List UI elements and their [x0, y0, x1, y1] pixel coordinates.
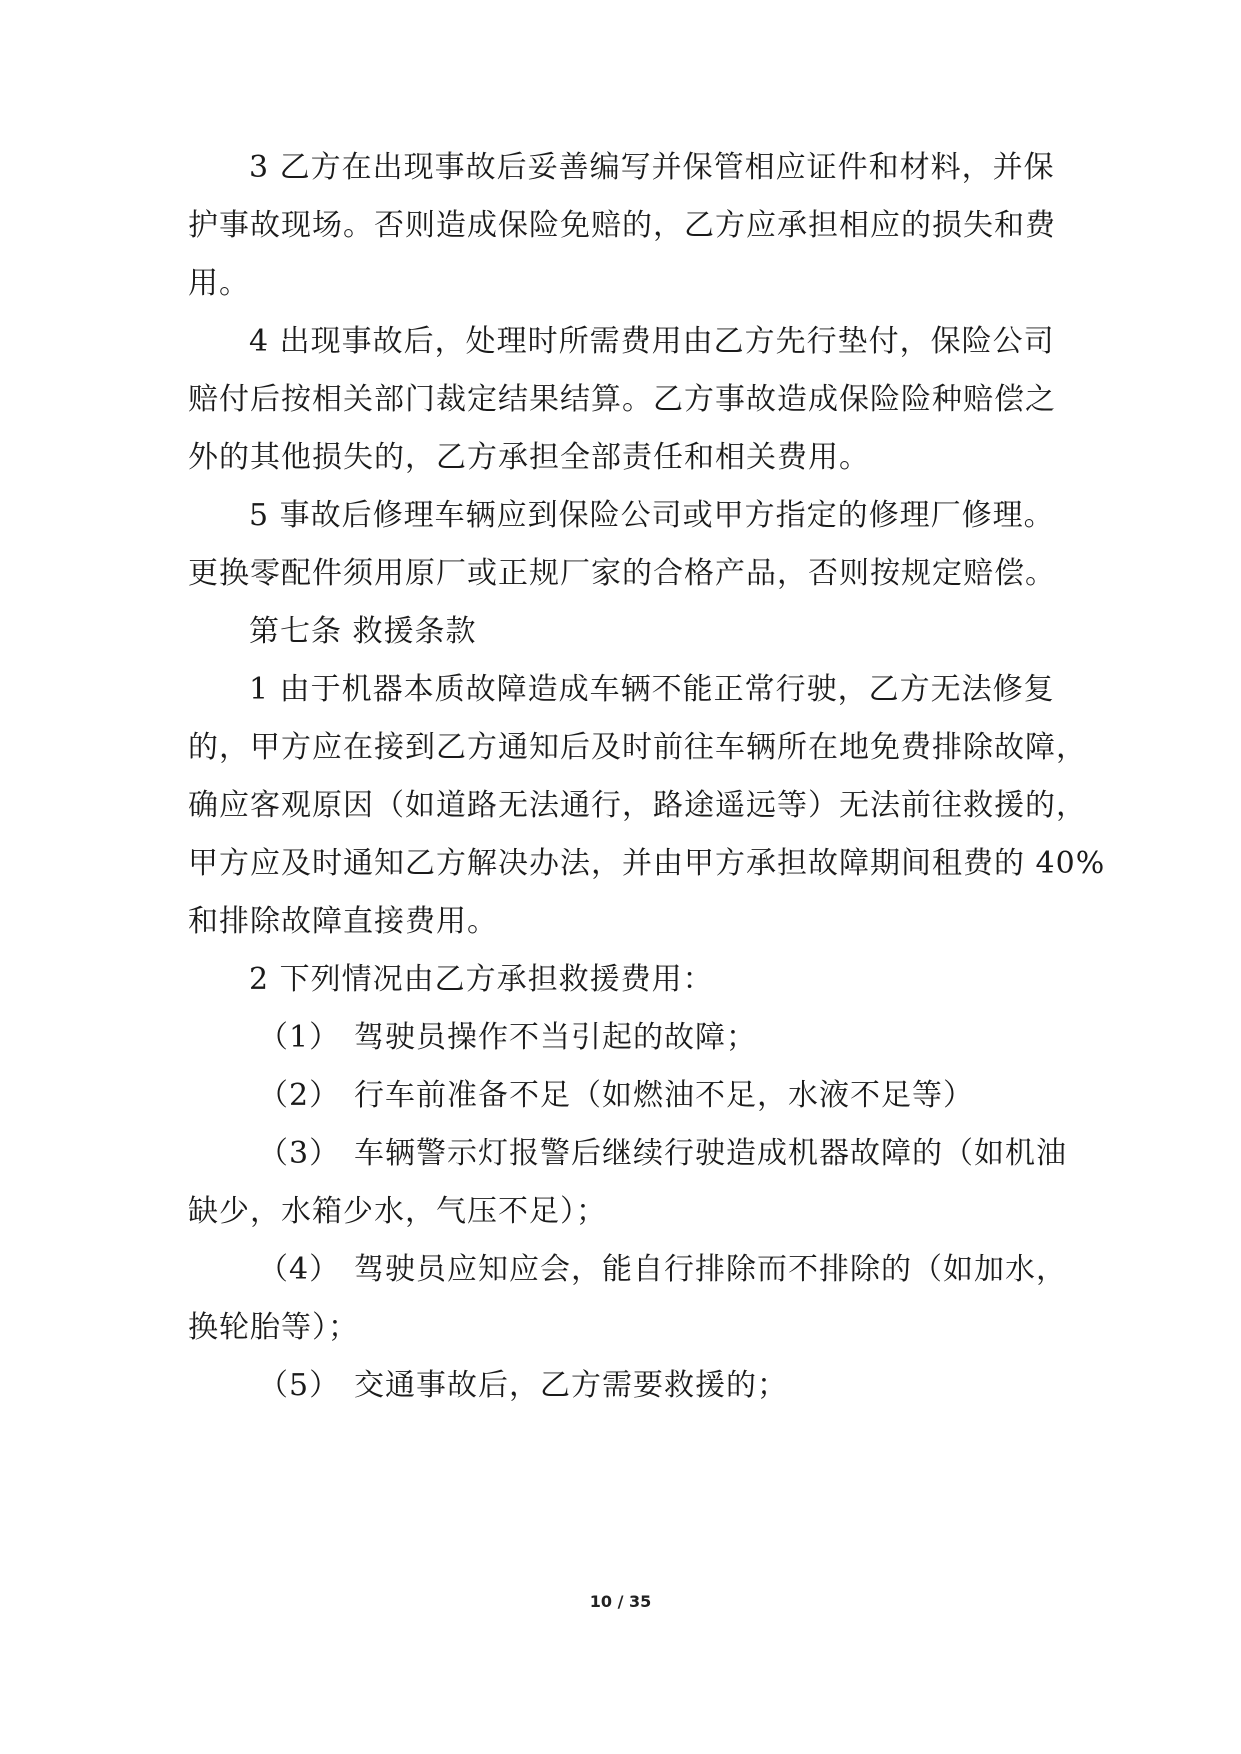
list-item-number: （3） [258, 1136, 341, 1171]
paragraph-line: 甲方应及时通知乙方解决办法，并由甲方承担故障期间租费的 40% [188, 846, 1106, 881]
paragraph-line: 的，甲方应在接到乙方通知后及时前往车辆所在地免费排除故障， [188, 730, 1087, 765]
list-item-number: （5） [258, 1368, 341, 1403]
paragraph-line: 赔付后按相关部门裁定结果结算。乙方事故造成保险险种赔偿之 [188, 382, 1056, 417]
paragraph-line: 4 出现事故后，处理时所需费用由乙方先行垫付，保险公司 [249, 324, 1055, 359]
paragraph-line: 3 乙方在出现事故后妥善编写并保管相应证件和材料，并保 [249, 150, 1055, 185]
list-item-text: 交通事故后，乙方需要救援的； [354, 1368, 788, 1403]
list-item-number: （1） [258, 1020, 341, 1055]
list-item [258, 1018, 1138, 1058]
list-item-number: （4） [258, 1252, 341, 1287]
list-item [258, 1134, 1138, 1174]
paragraph-line: 和排除故障直接费用。 [188, 904, 498, 939]
paragraph-line: 确应客观原因（如道路无法通行，路途遥远等）无法前往救援的， [188, 788, 1087, 823]
list-item [258, 1366, 1138, 1406]
list-item-number: （2） [258, 1078, 341, 1113]
paragraph-line: 1 由于机器本质故障造成车辆不能正常行驶，乙方无法修复 [249, 672, 1055, 707]
section-heading: 第七条 救援条款 [249, 614, 477, 649]
paragraph-line: 换轮胎等）； [188, 1310, 359, 1345]
paragraph-line: 2 下列情况由乙方承担救援费用： [249, 962, 714, 997]
paragraph-line: 护事故现场。否则造成保险免赔的，乙方应承担相应的损失和费 [188, 208, 1056, 243]
paragraph-line: 外的其他损失的，乙方承担全部责任和相关费用。 [188, 440, 870, 475]
paragraph-line: 5 事故后修理车辆应到保险公司或甲方指定的修理厂修理。 [249, 498, 1055, 533]
page-number: 10 / 35 [589, 1592, 652, 1611]
list-item-text: 驾驶员应知应会，能自行排除而不排除的（如加水， [354, 1252, 1067, 1287]
paragraph-line: 用。 [188, 266, 250, 301]
list-item-text: 车辆警示灯报警后继续行驶造成机器故障的（如机油 [354, 1136, 1067, 1171]
list-item [258, 1076, 1138, 1116]
list-item-text: 行车前准备不足（如燃油不足，水液不足等） [354, 1078, 974, 1113]
paragraph-line: 缺少，水箱少水，气压不足）； [188, 1194, 607, 1229]
list-item-text: 驾驶员操作不当引起的故障； [354, 1020, 757, 1055]
paragraph-line: 更换零配件须用原厂或正规厂家的合格产品，否则按规定赔偿。 [188, 556, 1056, 591]
list-item [258, 1250, 1138, 1290]
